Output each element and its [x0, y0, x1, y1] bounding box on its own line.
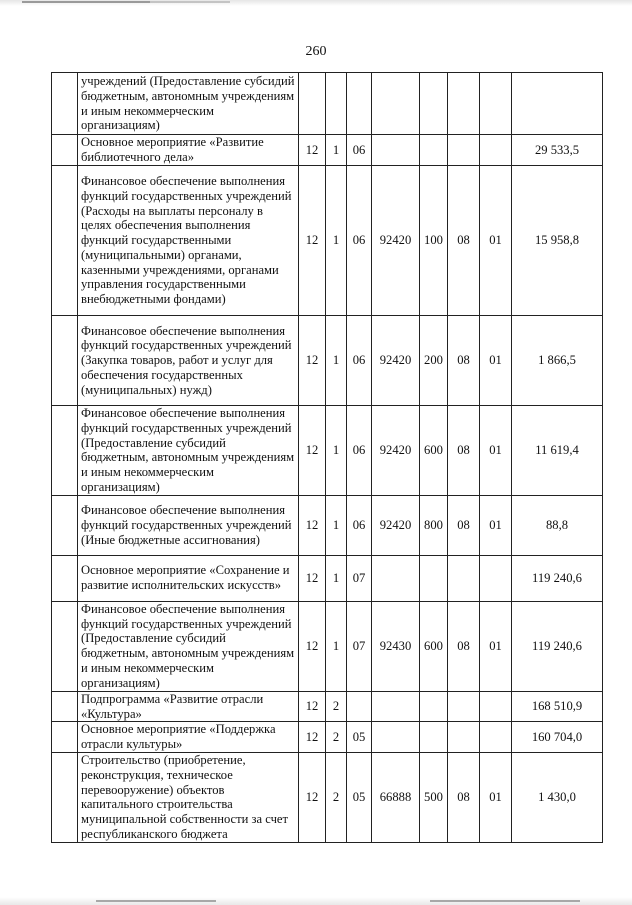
- code-cell: 08: [448, 316, 480, 406]
- code-cell: 2: [326, 752, 347, 842]
- code-cell: 500: [420, 752, 448, 842]
- code-cell: [420, 135, 448, 166]
- amount-cell: 29 533,5: [512, 135, 603, 166]
- code-cell: 12: [299, 555, 326, 601]
- code-cell: 100: [420, 166, 448, 316]
- code-cell: 06: [347, 135, 372, 166]
- item-name: Финансовое обеспечение выполнения функций государственных учреждений (Предоставление субсидий бюджетным, автономным учреждениям и иным некоммерческим организациям): [78, 406, 299, 496]
- code-cell: 1: [326, 135, 347, 166]
- code-cell: 12: [299, 406, 326, 496]
- table-row: [52, 166, 603, 316]
- code-cell: [480, 691, 512, 722]
- code-cell: [480, 73, 512, 135]
- table-row: [52, 73, 603, 135]
- page-number: 260: [305, 44, 327, 59]
- code-cell: 07: [347, 601, 372, 691]
- code-cell: 06: [347, 316, 372, 406]
- amount-cell: 1 866,5: [512, 316, 603, 406]
- item-name: Строительство (приобретение, реконструкция, техническое перевооружение) объектов капитального строительства муниципальной собственности за счет республиканского бюджета: [78, 752, 299, 842]
- scan-artifact-line: [430, 900, 580, 902]
- code-cell: 200: [420, 316, 448, 406]
- code-cell: [372, 691, 420, 722]
- amount-cell: 168 510,9: [512, 691, 603, 722]
- amount-cell: 11 619,4: [512, 406, 603, 496]
- code-cell: [299, 73, 326, 135]
- table-row: [52, 722, 603, 753]
- code-cell: [448, 73, 480, 135]
- item-name: Основное мероприятие «Поддержка отрасли культуры»: [78, 722, 299, 753]
- code-cell: [480, 555, 512, 601]
- empty-cell: [52, 135, 78, 166]
- code-cell: 12: [299, 601, 326, 691]
- code-cell: [420, 722, 448, 753]
- code-cell: 12: [299, 722, 326, 753]
- code-cell: 08: [448, 166, 480, 316]
- code-cell: [372, 73, 420, 135]
- item-name: Основное мероприятие «Сохранение и развитие исполнительских искусств»: [78, 555, 299, 601]
- code-cell: 01: [480, 752, 512, 842]
- empty-cell: [52, 601, 78, 691]
- budget-table: [51, 72, 603, 843]
- code-cell: 12: [299, 752, 326, 842]
- code-cell: 01: [480, 406, 512, 496]
- code-cell: [448, 691, 480, 722]
- code-cell: 92430: [372, 601, 420, 691]
- code-cell: 01: [480, 601, 512, 691]
- item-name: Основное мероприятие «Развитие библиотечного дела»: [78, 135, 299, 166]
- item-name: Финансовое обеспечение выполнения функций государственных учреждений (Закупка товаров, работ и услуг для обеспечения государственных (муниципальных) нужд): [78, 316, 299, 406]
- code-cell: 12: [299, 135, 326, 166]
- code-cell: 06: [347, 406, 372, 496]
- code-cell: 1: [326, 316, 347, 406]
- code-cell: 08: [448, 601, 480, 691]
- table-row: [52, 406, 603, 496]
- code-cell: 06: [347, 495, 372, 555]
- empty-cell: [52, 73, 78, 135]
- code-cell: [372, 722, 420, 753]
- code-cell: 1: [326, 601, 347, 691]
- code-cell: 1: [326, 495, 347, 555]
- code-cell: 08: [448, 406, 480, 496]
- code-cell: [372, 555, 420, 601]
- code-cell: 12: [299, 316, 326, 406]
- item-name: Финансовое обеспечение выполнения функций государственных учреждений (Расходы на выплаты персоналу в целях обеспечения выполнения функций государственными (муниципальными) органами, казенными учреждениями, органами управления государственными внебюджетными фондами): [78, 166, 299, 316]
- item-name: Финансовое обеспечение выполнения функций государственных учреждений (Предоставление субсидий бюджетным, автономным учреждениям и иным некоммерческим организациям): [78, 601, 299, 691]
- table-row: [52, 495, 603, 555]
- code-cell: [326, 73, 347, 135]
- table-row: [52, 135, 603, 166]
- scan-artifact-line: [22, 1, 150, 3]
- code-cell: [347, 691, 372, 722]
- empty-cell: [52, 406, 78, 496]
- amount-cell: 15 958,8: [512, 166, 603, 316]
- amount-cell: 119 240,6: [512, 601, 603, 691]
- code-cell: 92420: [372, 316, 420, 406]
- code-cell: [420, 73, 448, 135]
- code-cell: 92420: [372, 166, 420, 316]
- code-cell: 05: [347, 722, 372, 753]
- amount-cell: 119 240,6: [512, 555, 603, 601]
- code-cell: 08: [448, 752, 480, 842]
- scan-artifact-line: [96, 900, 216, 902]
- empty-cell: [52, 555, 78, 601]
- code-cell: 01: [480, 166, 512, 316]
- code-cell: [420, 555, 448, 601]
- code-cell: [420, 691, 448, 722]
- code-cell: 1: [326, 406, 347, 496]
- code-cell: 800: [420, 495, 448, 555]
- code-cell: [480, 135, 512, 166]
- empty-cell: [52, 316, 78, 406]
- table-row: [52, 555, 603, 601]
- code-cell: 1: [326, 166, 347, 316]
- table-row: [52, 752, 603, 842]
- amount-cell: [512, 73, 603, 135]
- code-cell: [480, 722, 512, 753]
- empty-cell: [52, 752, 78, 842]
- code-cell: [448, 555, 480, 601]
- code-cell: 2: [326, 691, 347, 722]
- empty-cell: [52, 166, 78, 316]
- empty-cell: [52, 691, 78, 722]
- code-cell: 600: [420, 406, 448, 496]
- code-cell: 600: [420, 601, 448, 691]
- code-cell: 92420: [372, 495, 420, 555]
- code-cell: 07: [347, 555, 372, 601]
- code-cell: 1: [326, 555, 347, 601]
- code-cell: 12: [299, 691, 326, 722]
- item-name: Финансовое обеспечение выполнения функций государственных учреждений (Иные бюджетные ассигнования): [78, 495, 299, 555]
- code-cell: [372, 135, 420, 166]
- code-cell: 12: [299, 166, 326, 316]
- code-cell: 66888: [372, 752, 420, 842]
- code-cell: 06: [347, 166, 372, 316]
- budget-table-body: [52, 73, 603, 843]
- empty-cell: [52, 722, 78, 753]
- item-name: Подпрограмма «Развитие отрасли «Культура»: [78, 691, 299, 722]
- code-cell: 92420: [372, 406, 420, 496]
- table-row: [52, 691, 603, 722]
- code-cell: 12: [299, 495, 326, 555]
- table-row: [52, 316, 603, 406]
- table-row: [52, 601, 603, 691]
- empty-cell: [52, 495, 78, 555]
- code-cell: [448, 135, 480, 166]
- amount-cell: 1 430,0: [512, 752, 603, 842]
- code-cell: 2: [326, 722, 347, 753]
- scan-artifact-line: [150, 1, 230, 3]
- amount-cell: 88,8: [512, 495, 603, 555]
- code-cell: 08: [448, 495, 480, 555]
- item-name: учреждений (Предоставление субсидий бюджетным, автономным учреждениям и иным некоммерческим организациям): [78, 73, 299, 135]
- code-cell: 01: [480, 316, 512, 406]
- code-cell: 05: [347, 752, 372, 842]
- amount-cell: 160 704,0: [512, 722, 603, 753]
- code-cell: [347, 73, 372, 135]
- code-cell: [448, 722, 480, 753]
- code-cell: 01: [480, 495, 512, 555]
